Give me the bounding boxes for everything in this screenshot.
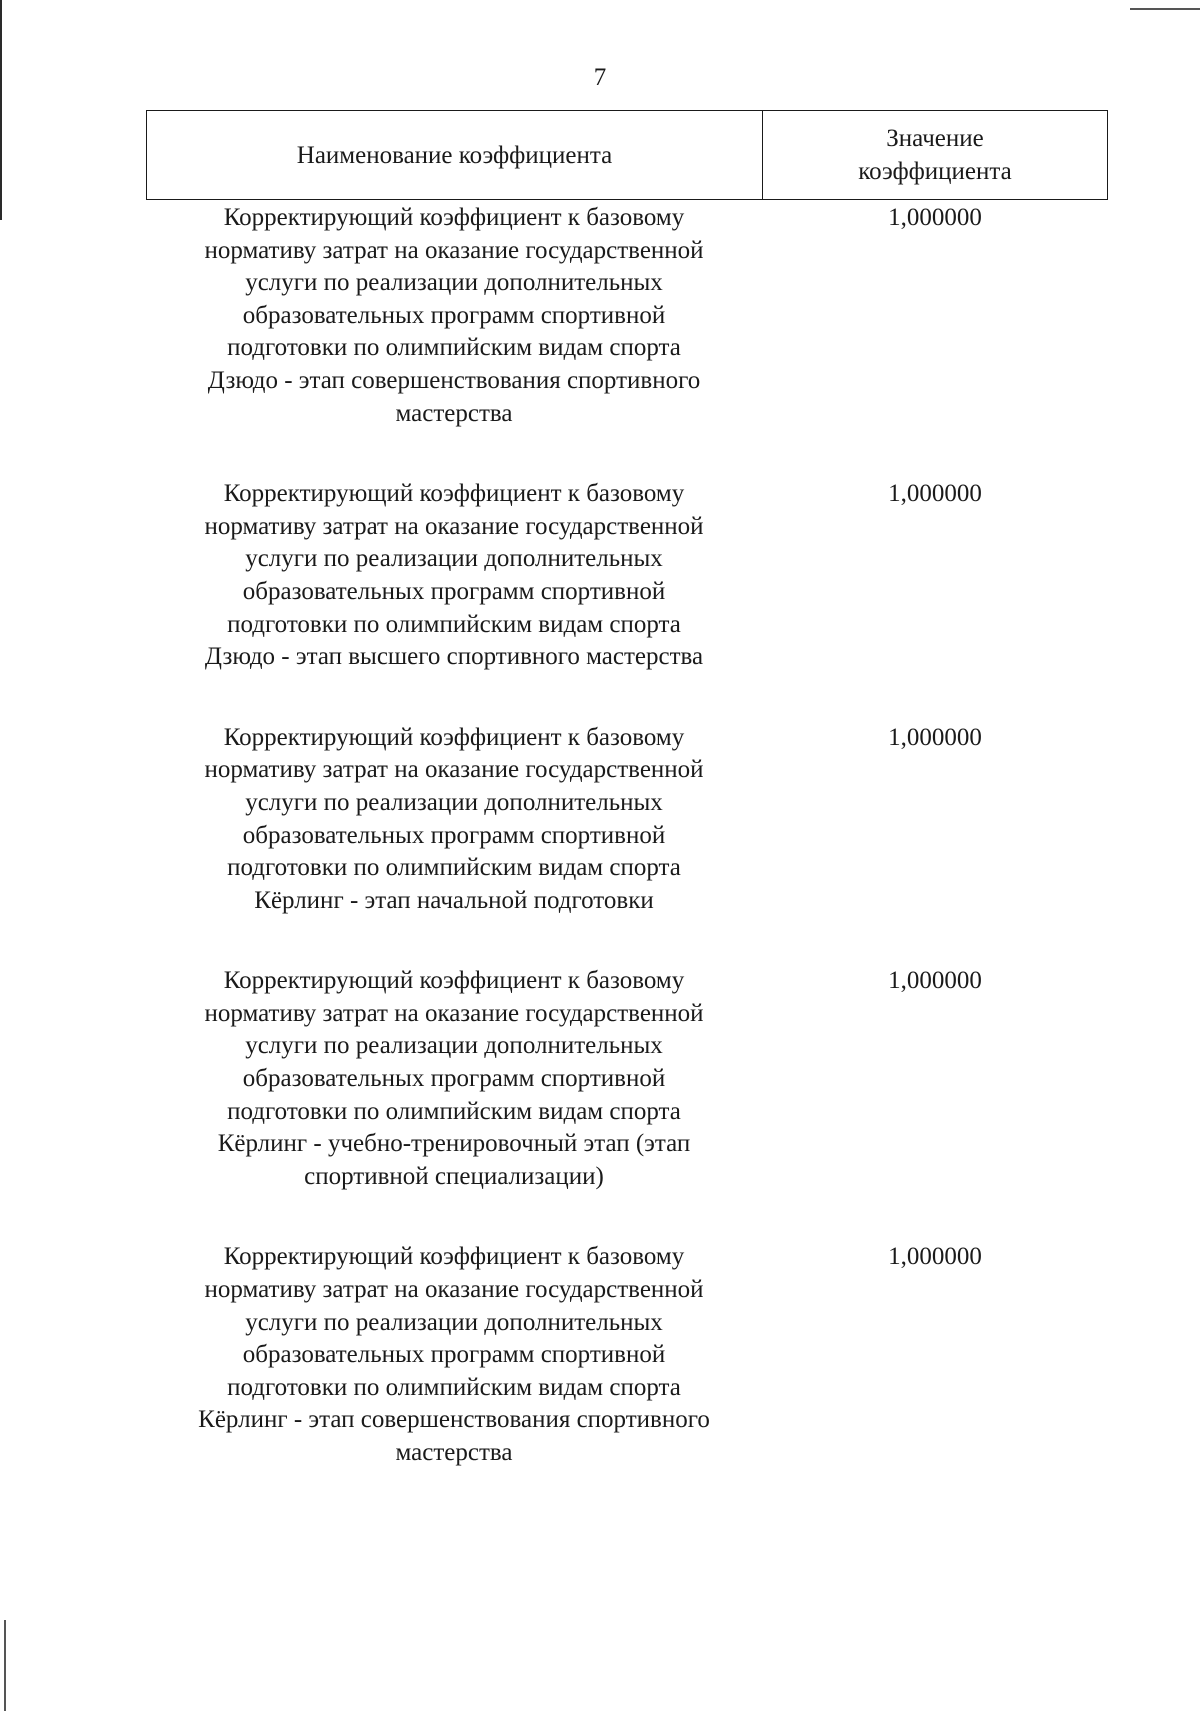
table-row bbox=[146, 1239, 1108, 1469]
coefficient-name-line: нормативу затрат на оказание государственной bbox=[204, 512, 704, 540]
coefficient-value-cell: 1,000000 bbox=[888, 204, 982, 231]
coefficient-name-line: нормативу затрат на оказание государственной bbox=[204, 999, 704, 1027]
scan-edge-mark-bottom bbox=[4, 1620, 6, 1711]
header-coefficient-name: Наименование коэффициента bbox=[147, 111, 763, 199]
coefficient-name-line: подготовки по олимпийским видам спорта bbox=[227, 1097, 681, 1125]
coefficient-name-line: Корректирующий коэффициент к базовому bbox=[223, 204, 685, 231]
table-row bbox=[146, 720, 1108, 918]
coefficient-name-line: нормативу затрат на оказание государственной bbox=[204, 756, 704, 784]
header-value-line-1: Значение bbox=[886, 125, 984, 152]
coefficient-name-line: образовательных программ спортивной bbox=[242, 821, 666, 849]
coefficient-name-line: подготовки по олимпийским видам спорта bbox=[227, 1373, 681, 1401]
coefficient-name-line: Дзюдо - этап высшего спортивного мастерства bbox=[204, 643, 704, 671]
coefficient-name-cell bbox=[146, 200, 762, 430]
coefficient-name-line: образовательных программ спортивной bbox=[242, 577, 666, 605]
coefficient-name-line: образовательных программ спортивной bbox=[242, 301, 666, 329]
table-row bbox=[146, 476, 1108, 674]
coefficient-value-cell: 1,000000 bbox=[888, 480, 982, 508]
scan-edge-mark bbox=[0, 0, 2, 220]
coefficient-name-line: услуги по реализации дополнительных bbox=[245, 788, 663, 816]
coefficient-name-line: подготовки по олимпийским видам спорта bbox=[227, 334, 681, 362]
coefficient-name-line: Корректирующий коэффициент к базовому bbox=[223, 723, 685, 751]
coefficient-name-line: Корректирующий коэффициент к базовому bbox=[223, 967, 685, 995]
coefficient-name-line: мастерства bbox=[395, 1439, 513, 1466]
header-value-line-2: коэффициента bbox=[858, 158, 1012, 185]
coefficient-name-cell bbox=[146, 1239, 762, 1469]
table-row bbox=[146, 200, 1108, 430]
coefficient-name-line: Корректирующий коэффициент к базовому bbox=[223, 1243, 685, 1271]
coefficient-name-line: услуги по реализации дополнительных bbox=[245, 1032, 663, 1060]
coefficient-name-line: образовательных программ спортивной bbox=[242, 1341, 666, 1369]
table-header bbox=[146, 110, 1108, 200]
table-row bbox=[146, 963, 1108, 1193]
scan-edge-mark-top-right bbox=[1130, 8, 1200, 10]
coefficient-value-cell: 1,000000 bbox=[888, 967, 982, 995]
coefficient-name-line: услуги по реализации дополнительных bbox=[245, 269, 663, 297]
coefficient-name-line: Дзюдо - этап совершенствования спортивного bbox=[207, 366, 701, 394]
coefficient-name-line: услуги по реализации дополнительных bbox=[245, 1308, 663, 1336]
coefficient-name-cell bbox=[146, 476, 762, 674]
coefficient-name-line: нормативу затрат на оказание государственной bbox=[204, 1276, 704, 1304]
coefficient-name-line: образовательных программ спортивной bbox=[242, 1065, 666, 1093]
coefficient-name-line: Кёрлинг - этап начальной подготовки bbox=[254, 886, 654, 914]
coefficient-name-cell bbox=[146, 963, 762, 1193]
coefficient-name-line: услуги по реализации дополнительных bbox=[245, 545, 663, 573]
coefficient-name-line: спортивной специализации) bbox=[304, 1162, 604, 1190]
table-body bbox=[146, 200, 1108, 1516]
page-number: 7 bbox=[593, 64, 607, 91]
coefficient-name-line: подготовки по олимпийским видам спорта bbox=[227, 854, 681, 882]
header-coefficient-value bbox=[763, 111, 1107, 199]
coefficient-value-cell: 1,000000 bbox=[888, 1243, 982, 1271]
coefficient-name-line: нормативу затрат на оказание государственной bbox=[204, 236, 704, 264]
coefficient-name-line: мастерства bbox=[395, 399, 513, 427]
coefficient-name-line: Корректирующий коэффициент к базовому bbox=[223, 480, 685, 508]
coefficient-name-line: подготовки по олимпийским видам спорта bbox=[227, 610, 681, 638]
coefficient-name-cell bbox=[146, 720, 762, 918]
coefficient-name-line: Кёрлинг - учебно-тренировочный этап (этап bbox=[217, 1130, 691, 1158]
coefficient-name-line: Кёрлинг - этап совершенствования спортивного bbox=[198, 1406, 710, 1434]
coefficient-value-cell: 1,000000 bbox=[888, 723, 982, 751]
